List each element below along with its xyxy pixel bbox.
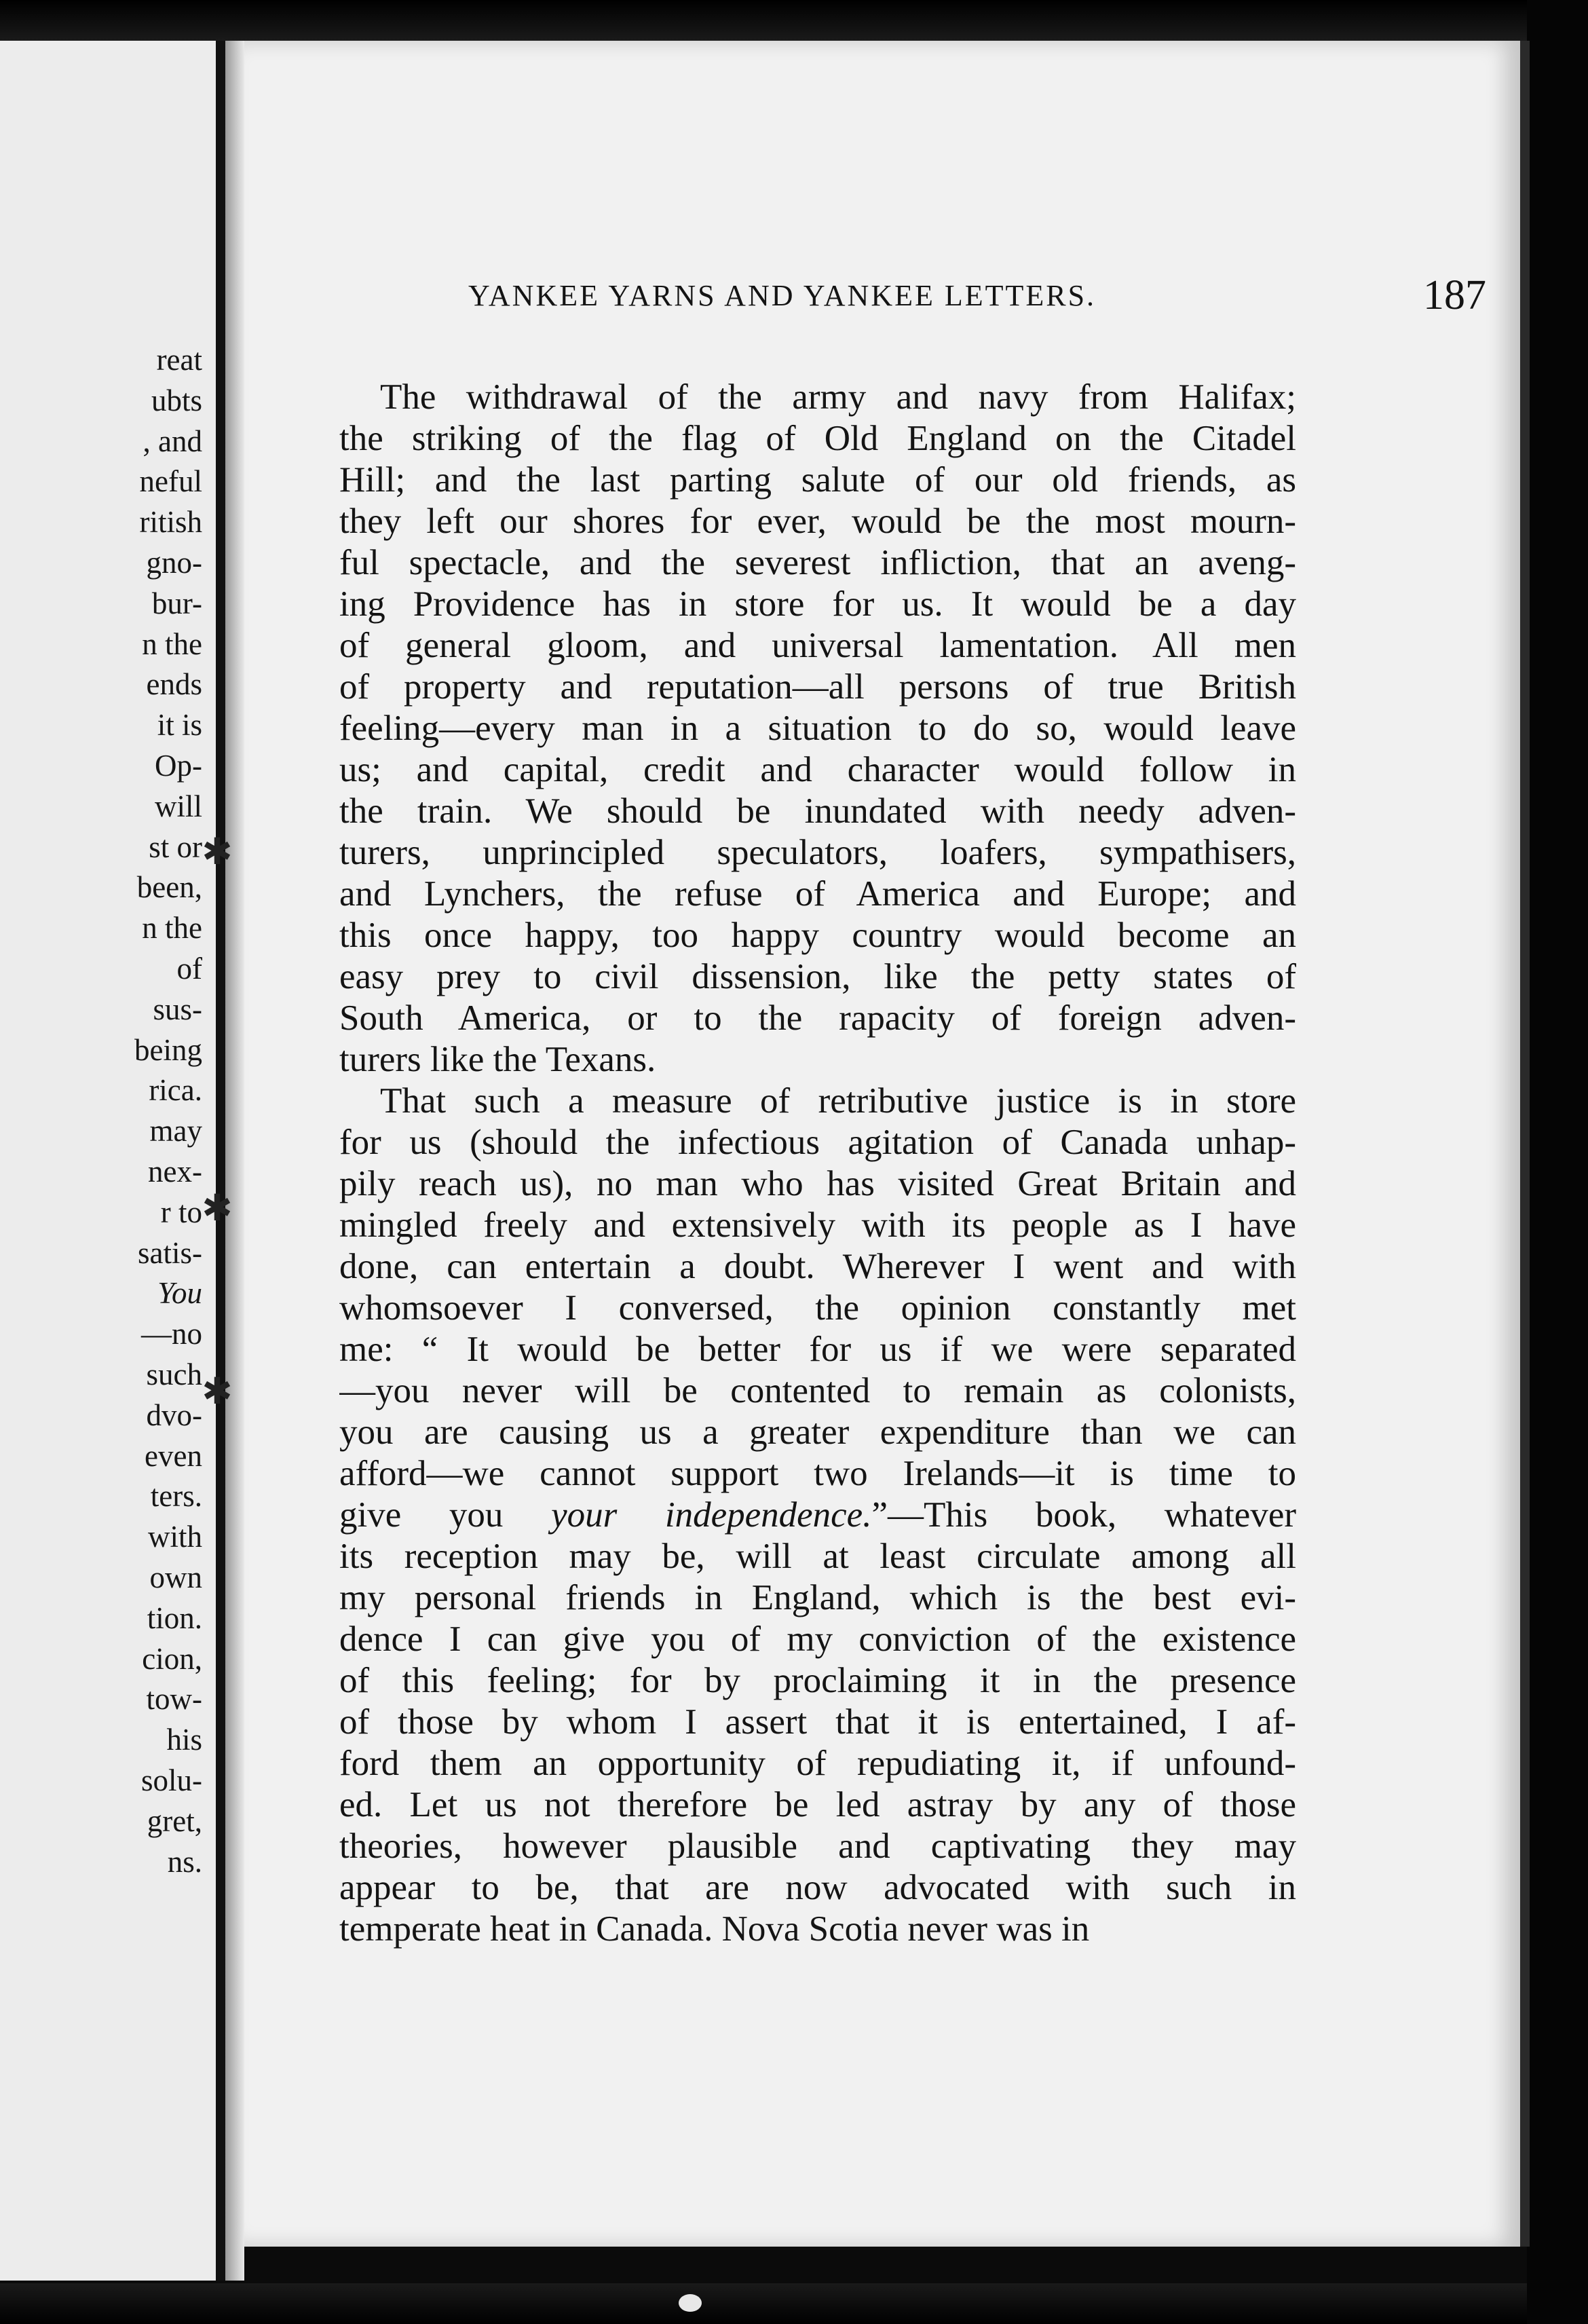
text-line: ford them an opportunity of repudiating it, if unfound- xyxy=(339,1744,1296,1783)
text-line: feeling—every man in a situation to do so, would leave xyxy=(339,709,1296,748)
text-line: and Lynchers, the refuse of America and Europe; and xyxy=(339,874,1296,914)
book-page xyxy=(244,41,1530,2247)
text-line: of general gloom, and universal lamentation. All men xyxy=(339,626,1296,665)
text-line: done, can entertain a doubt. Wherever I went and with xyxy=(339,1247,1296,1286)
binding-stitch-icon: ✱ xyxy=(202,1188,233,1229)
left-page-line: ns. xyxy=(167,1844,202,1879)
text-line: afford—we cannot support two Irelands—it is time to xyxy=(339,1454,1296,1493)
left-page-line: with xyxy=(147,1520,202,1554)
text-line: theories, however plausible and captivating they may xyxy=(339,1826,1296,1866)
left-page-line: ends xyxy=(146,667,202,702)
text-line: whomsoever I conversed, the opinion constantly met xyxy=(339,1288,1296,1328)
binding-stitch-icon: ✱ xyxy=(202,1371,233,1412)
text-line: me: “ It would be better for us if we were separated xyxy=(339,1330,1296,1369)
scan-frame-top xyxy=(0,0,1588,41)
text-line: they left our shores for ever, would be the most mourn- xyxy=(339,502,1296,541)
left-page-line: dvo- xyxy=(146,1398,202,1432)
left-page-line: cion, xyxy=(142,1641,202,1676)
text-segment: give you xyxy=(339,1495,552,1535)
text-line: pily reach us), no man who has visited Great Britain and xyxy=(339,1164,1296,1203)
left-page-line: been, xyxy=(136,870,202,905)
text-line: —you never will be contented to remain as colonists, xyxy=(339,1371,1296,1410)
text-line xyxy=(339,1495,1296,1536)
left-page-line: bur- xyxy=(151,586,202,620)
left-page-line: such xyxy=(146,1357,202,1391)
scan-frame-right xyxy=(1527,0,1588,2324)
text-line: Hill; and the last parting salute of our old friends, as xyxy=(339,460,1296,500)
left-page-line: reat xyxy=(156,343,202,377)
left-page-line: —no xyxy=(141,1317,202,1351)
left-page-line: rica. xyxy=(149,1073,202,1108)
left-page-line: n the xyxy=(142,626,202,661)
text-line: ing Providence has in store for us. It would be a day xyxy=(339,584,1296,624)
running-head-title: YANKEE YARNS AND YANKEE LETTERS. xyxy=(468,279,1097,312)
paragraph xyxy=(339,377,1296,1081)
left-page-line: You xyxy=(157,1276,202,1311)
scan-frame-bottom xyxy=(0,2283,1588,2324)
text-line: the train. We should be inundated with needy adven- xyxy=(339,791,1296,831)
left-page-line: tow- xyxy=(146,1682,202,1717)
text-line: South America, or to the rapacity of foreign adven- xyxy=(339,998,1296,1038)
text-line: That such a measure of retributive justice is in store xyxy=(380,1081,1296,1121)
left-page-line: of xyxy=(176,952,202,986)
left-page-line: r to xyxy=(160,1195,202,1229)
page-gutter xyxy=(216,41,225,2281)
text-line: for us (should the infectious agitation of Canada unhap- xyxy=(339,1123,1296,1162)
page-number: 187 xyxy=(1423,272,1486,318)
left-page-line: n the xyxy=(142,911,202,945)
left-page-line: being xyxy=(134,1032,202,1067)
left-page-line: may xyxy=(149,1114,202,1148)
left-page-line: tion. xyxy=(147,1600,202,1635)
gutter-shadow xyxy=(225,41,244,2281)
text-line: you are causing us a greater expenditure than we can xyxy=(339,1412,1296,1452)
paragraph xyxy=(339,1081,1296,1950)
binding-stitch-icon: ✱ xyxy=(202,831,233,872)
text-line: my personal friends in England, which is the best evi- xyxy=(339,1578,1296,1617)
left-page-line: gret, xyxy=(147,1803,202,1838)
text-line: temperate heat in Canada. Nova Scotia never was in xyxy=(339,1909,1090,1949)
left-page-line: Op- xyxy=(155,749,202,783)
text-line: mingled freely and extensively with its people as I have xyxy=(339,1205,1296,1245)
left-page-line: st or xyxy=(149,829,202,864)
text-line: appear to be, that are now advocated with such in xyxy=(339,1868,1296,1907)
left-page-line: ters. xyxy=(150,1479,202,1514)
left-page-line: gno- xyxy=(146,546,202,580)
left-page-line: , and xyxy=(143,424,202,458)
left-page-line: nex- xyxy=(148,1155,202,1188)
text-line: of this feeling; for by proclaiming it in the presence xyxy=(339,1661,1296,1700)
left-page-line: his xyxy=(166,1723,202,1757)
running-head xyxy=(468,272,1486,318)
left-page-line: neful xyxy=(139,464,202,499)
text-line: the striking of the flag of Old England on the Citadel xyxy=(339,419,1296,458)
text-line: ed. Let us not therefore be led astray by any of those xyxy=(339,1785,1296,1824)
italic-text-segment: your independence. xyxy=(551,1495,872,1535)
left-page-line: even xyxy=(145,1438,202,1473)
left-page-line: own xyxy=(149,1560,202,1594)
text-segment: ”—This book, whatever xyxy=(871,1495,1296,1535)
scan-dust-mark xyxy=(679,2294,702,2312)
text-line: us; and capital, credit and character would follow in xyxy=(339,750,1296,789)
text-line: turers like the Texans. xyxy=(339,1040,656,1079)
body-text xyxy=(339,377,1296,1950)
text-line: ful spectacle, and the severest infliction, that an aveng- xyxy=(339,543,1296,582)
text-line: of those by whom I assert that it is entertained, I af- xyxy=(339,1702,1296,1742)
left-page-line: will xyxy=(154,789,202,823)
text-line: this once happy, too happy country would become an xyxy=(339,916,1296,955)
text-line: dence I can give you of my conviction of the existence xyxy=(339,1619,1296,1659)
text-line: The withdrawal of the army and navy from Halifax; xyxy=(380,377,1296,417)
left-page-line: ubts xyxy=(151,383,202,417)
text-line: of property and reputation—all persons of true British xyxy=(339,667,1296,707)
text-line: turers, unprincipled speculators, loafers, sympathisers, xyxy=(339,833,1296,872)
left-page-line: satis- xyxy=(138,1235,202,1270)
previous-page-fragment xyxy=(0,41,217,2281)
text-line: easy prey to civil dissension, like the petty states of xyxy=(339,957,1296,996)
left-page-line: solu- xyxy=(141,1763,202,1797)
text-line: its reception may be, will at least circulate among all xyxy=(339,1537,1296,1576)
left-page-line: it is xyxy=(157,708,202,743)
left-page-line: ritish xyxy=(139,505,202,540)
left-page-line: sus- xyxy=(153,992,202,1026)
